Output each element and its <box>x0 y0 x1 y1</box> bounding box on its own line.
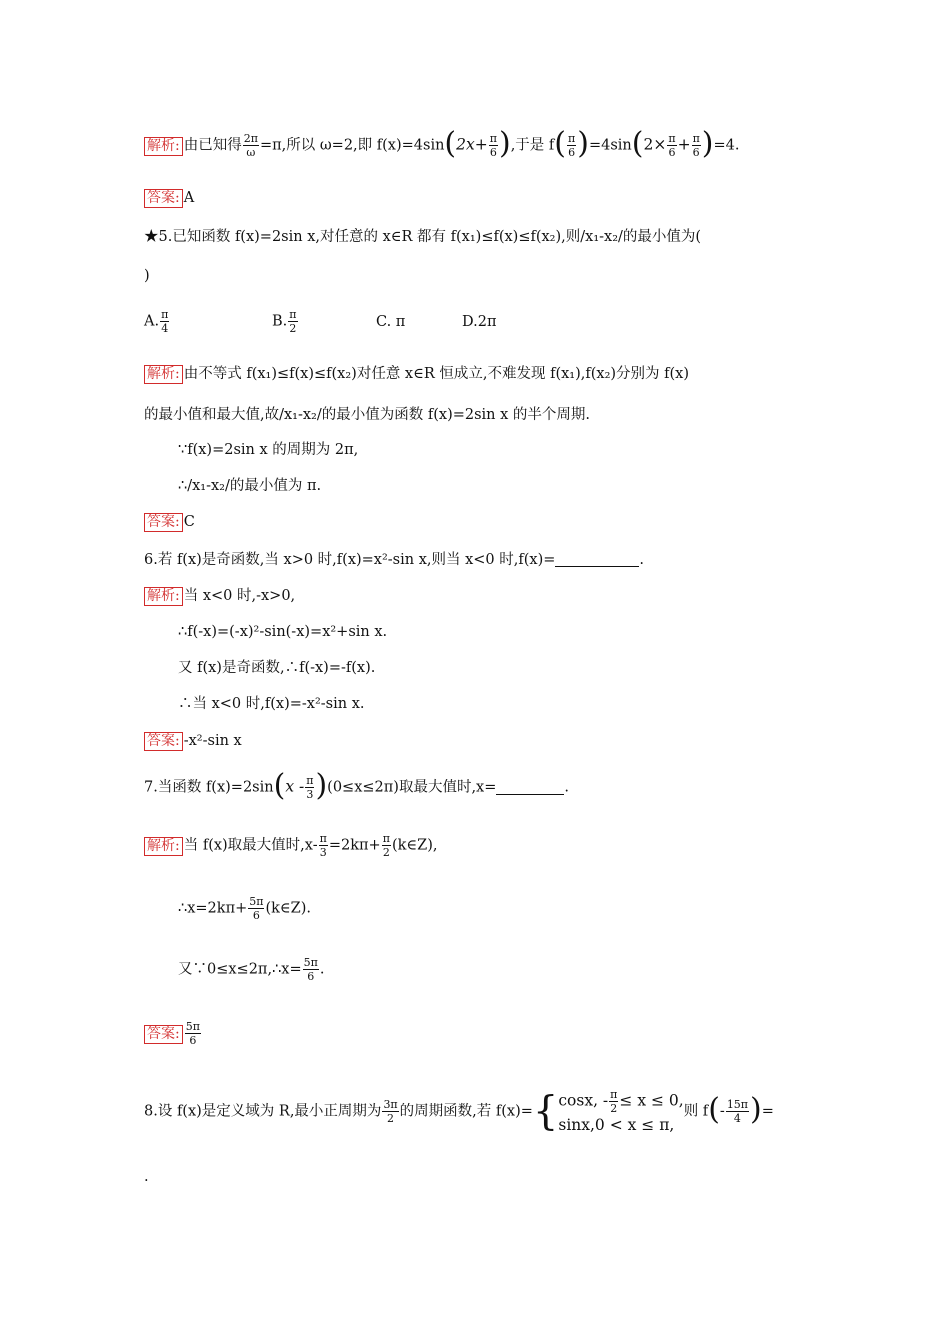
q4-answer-line <box>144 187 194 209</box>
q8-stem: 8.设 f(x)是定义域为 R,最小正周期为 $\frac{3\pi}{2}$ 的周期函数,若 f(x)={ cosx, - $\frac{\pi}{2}$ ≤ x ≤ 0, sinx,0 < x ≤ π, 则 f(- $\frac{15\pi}{4}$ )= <box>144 1088 774 1135</box>
q5-analysis-2: 的最小值和最大值,故/x₁-x₂/的最小值为函数 f(x)=2sin x 的半个周期. <box>144 407 591 423</box>
q8-tail: . <box>144 1169 149 1185</box>
q6-analysis-4: ∴当 x<0 时,f(x)=-x²-sin x. <box>178 696 365 712</box>
answer-label: 答案: <box>144 732 183 751</box>
analysis-label: 解析: <box>144 137 183 156</box>
q7-analysis-3: 又∵0≤x≤2π,∴x= $\frac{5\pi}{6}$ . <box>178 956 325 983</box>
q7-stem: 7.当函数 f(x)=2sin(x - $\frac{\pi}{3}$ )(0≤x≤2π)取最大值时,x= . <box>144 767 569 803</box>
q5-option-d: D.2π <box>462 313 497 330</box>
q5-answer: C <box>183 514 195 530</box>
answer-blank <box>555 552 639 567</box>
analysis-label: 解析: <box>144 365 183 384</box>
q6-analysis-2: ∴f(-x)=(-x)²-sin(-x)=x²+sin x. <box>178 624 388 640</box>
q7-answer-line: 答案: $\frac{5\pi}{6}$ <box>144 1020 202 1047</box>
analysis-label: 解析: <box>144 587 183 606</box>
analysis-label: 解析: <box>144 837 183 856</box>
q7-analysis-1: 解析: 当 f(x)取最大值时,x- $\frac{\pi}{3}$ =2kπ+ $\frac{\pi}{2}$ (k∈Z), <box>144 832 437 859</box>
q5-stem-paren: ) <box>144 268 150 284</box>
q5-option-a: A. $\frac{\pi}{4}$ <box>144 308 169 335</box>
q5-analysis-4: ∴/x₁-x₂/的最小值为 π. <box>178 478 322 494</box>
q6-stem: 6.若 f(x)是奇函数,当 x>0 时,f(x)=x²-sin x,则当 x<0 时,f(x)= . <box>144 552 644 568</box>
answer-label: 答案: <box>144 513 183 532</box>
q6-analysis-3: 又 f(x)是奇函数,∴f(-x)=-f(x). <box>178 660 376 676</box>
q6-analysis-1: 解析: 当 x<0 时,-x>0, <box>144 585 295 607</box>
q6-answer-line <box>144 730 242 752</box>
q5-options <box>144 308 496 335</box>
q5-option-b: B. $\frac{\pi}{2}$ <box>272 308 297 335</box>
answer-label: 答案: <box>144 1025 183 1044</box>
fraction: $\frac{2\pi}{\omega}$ <box>243 132 258 159</box>
q6-answer: -x²-sin x <box>183 733 242 749</box>
answer-label: 答案: <box>144 189 183 208</box>
q7-analysis-2: ∴x=2kπ+ $\frac{5\pi}{6}$ (k∈Z). <box>178 895 312 922</box>
q4-analysis-line: 解析: 由已知得 $\frac{2\pi}{\omega}$ =π,所以 ω=2,即 f(x)=4sin(2x+ $\frac{\pi}{6}$ ),于是 f( $\frac{\pi}{6}$ )=4sin(2× $\frac{\pi}{6}$ + $\frac{\pi}{6}$ )=4. <box>144 132 740 159</box>
q4-answer: A <box>183 190 195 206</box>
piecewise-cases: cosx, - $\frac{\pi}{2}$ ≤ x ≤ 0, sinx,0 < x ≤ π, <box>558 1088 684 1134</box>
q5-analysis-3: ∵f(x)=2sin x 的周期为 2π, <box>178 442 359 458</box>
q5-analysis-1: 解析: 由不等式 f(x₁)≤f(x)≤f(x₂)对任意 x∈R 恒成立,不难发现 f(x₁),f(x₂)分别为 f(x) <box>144 363 689 385</box>
q5-stem: ★5.已知函数 f(x)=2sin x,对任意的 x∈R 都有 f(x₁)≤f(x)≤f(x₂),则/x₁-x₂/的最小值为( <box>144 229 702 245</box>
q5-option-c: C. π <box>376 313 406 330</box>
q5-answer-line <box>144 511 195 533</box>
answer-blank <box>496 780 564 795</box>
